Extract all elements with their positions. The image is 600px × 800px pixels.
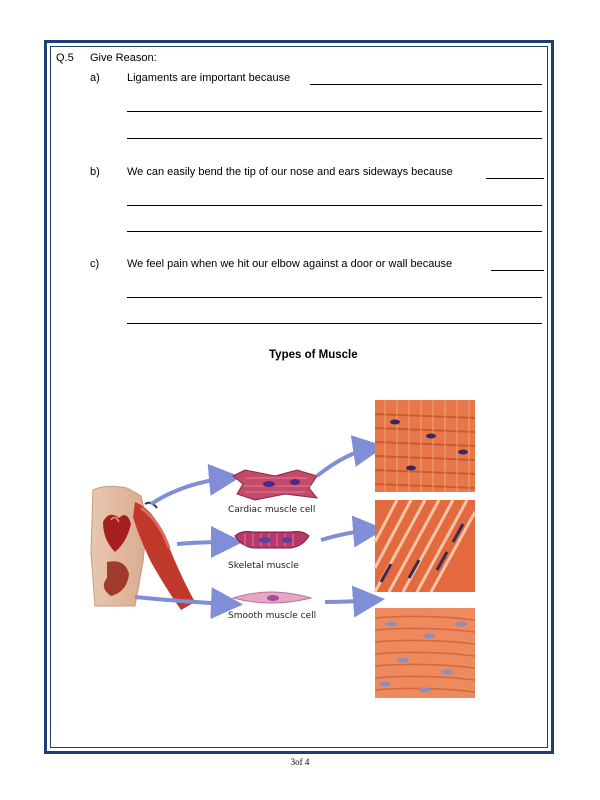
item-c-text: We feel pain when we hit our elbow against a door or wall because [127,258,453,270]
answer-line[interactable] [127,231,542,232]
smooth-cell-drawing [233,592,311,603]
answer-line[interactable] [127,138,542,139]
item-b-text: We can easily bend the tip of our nose and ears sideways because [127,166,453,178]
answer-line[interactable] [310,84,542,85]
answer-line[interactable] [486,178,544,179]
answer-line[interactable] [127,111,542,112]
answer-line[interactable] [491,270,544,271]
cardiac-micrograph [375,400,475,492]
muscle-types-illustration [85,392,485,704]
label-cardiac: Cardiac muscle cell [228,505,316,515]
item-c-letter: c) [90,258,100,270]
answer-line[interactable] [127,205,542,206]
question-number: Q.5 [56,52,74,64]
answer-line[interactable] [127,297,542,298]
figure-title: Types of Muscle [269,349,358,361]
item-a-text: Ligaments are important because [127,72,291,84]
item-a-letter: a) [90,72,100,84]
answer-line[interactable] [127,323,542,324]
item-b-letter: b) [90,166,100,178]
question-heading: Give Reason: [90,52,157,64]
smooth-micrograph [375,608,475,698]
human-torso-image [91,486,195,610]
cardiac-cell-drawing [233,470,317,500]
label-smooth: Smooth muscle cell [228,611,317,621]
skeletal-cell-drawing [235,532,309,549]
page-number: 3of 4 [290,757,310,767]
skeletal-micrograph [375,500,475,592]
label-skeletal: Skeletal muscle [228,561,299,571]
